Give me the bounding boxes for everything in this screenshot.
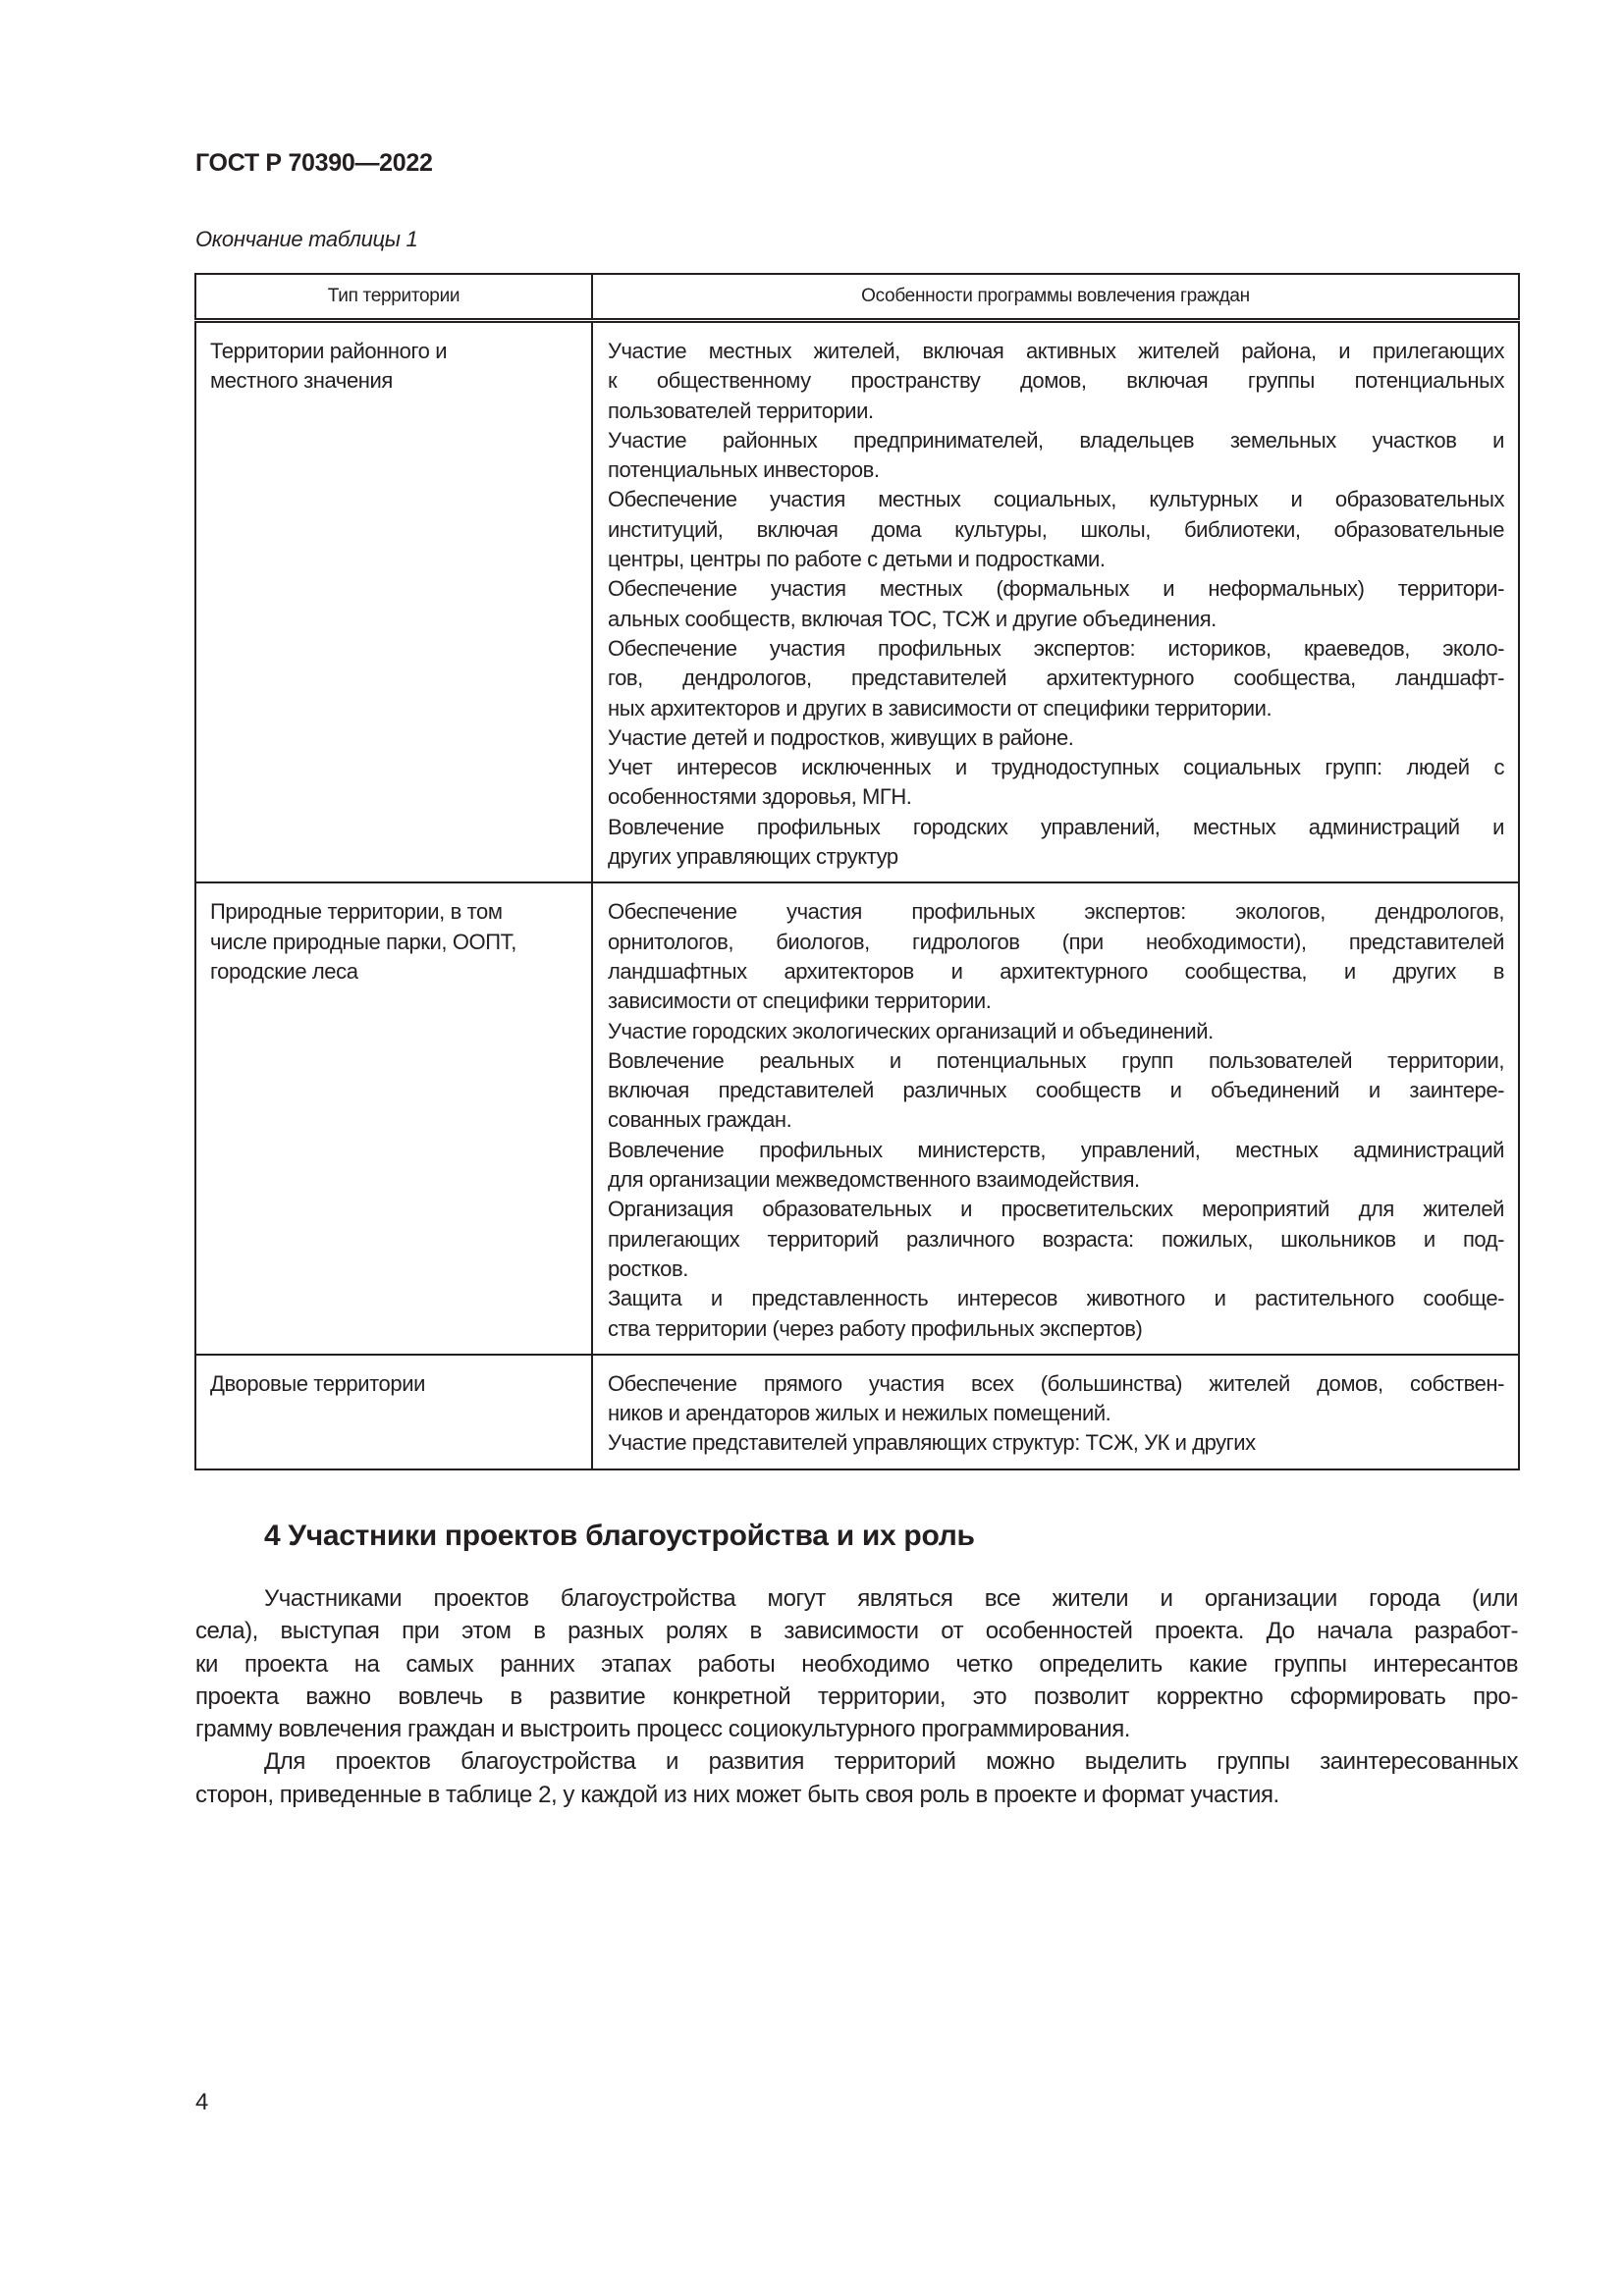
feature-line: ников и арендаторов жилых и нежилых помещений. bbox=[608, 1401, 1111, 1426]
territory-type-cell bbox=[195, 882, 592, 1354]
feature-item bbox=[608, 485, 1504, 574]
paragraph-line: села), выступая при этом в разных ролях в зависимости от особенностей проекта. До начала разработ- bbox=[195, 1618, 1518, 1645]
feature-line: орнитологов, биологов, гидрологов (при необходимости), представителей bbox=[608, 929, 1504, 954]
feature-line: Обеспечение участия местных социальных, культурных и образовательных bbox=[608, 487, 1504, 512]
paragraph bbox=[195, 1582, 1518, 1745]
feature-line: сованных граждан. bbox=[608, 1107, 792, 1133]
feature-line: для организации межведомственного взаимодействия. bbox=[608, 1167, 1140, 1193]
feature-item bbox=[608, 574, 1504, 634]
paragraph-line: грамму вовлечения граждан и выстроить процесс социокультурного программирования. bbox=[195, 1716, 1131, 1743]
program-features-cell bbox=[592, 882, 1519, 1354]
program-features-cell bbox=[592, 321, 1519, 883]
territory-type-line: Дворовые территории bbox=[210, 1370, 425, 1396]
document-id: ГОСТ Р 70390—2022 bbox=[195, 149, 433, 177]
feature-line: зависимости от специфики территории. bbox=[608, 988, 992, 1014]
feature-line: Участие местных жителей, включая активных жителей района, и прилегающих bbox=[608, 339, 1504, 363]
feature-line: Вовлечение профильных городских управлений, местных администраций и bbox=[608, 814, 1504, 839]
feature-line: Участие городских экологических организаций и объединений. bbox=[608, 1018, 1214, 1043]
feature-line: других управляющих структур bbox=[608, 844, 898, 870]
feature-item bbox=[608, 897, 1504, 1016]
territory-type-line: числе природные парки, ООПТ, bbox=[210, 929, 516, 954]
table-header-row bbox=[195, 274, 1519, 321]
feature-item bbox=[608, 337, 1504, 426]
feature-line: Вовлечение реальных и потенциальных групп пользователей территории, bbox=[608, 1047, 1504, 1073]
feature-line: институций, включая дома культуры, школы, библиотеки, образовательные bbox=[608, 516, 1504, 542]
feature-item bbox=[608, 813, 1504, 873]
feature-line: альных сообществ, включая ТОС, ТСЖ и другие объединения. bbox=[608, 606, 1217, 631]
feature-line: Участие детей и подростков, живущих в районе. bbox=[608, 724, 1074, 750]
feature-line: центры, центры по работе с детьми и подростками. bbox=[608, 547, 1106, 572]
feature-line: ростков. bbox=[608, 1255, 688, 1281]
program-features-cell bbox=[592, 1355, 1519, 1469]
paragraph-line: сторон, приведенные в таблице 2, у каждой из них может быть своя роль в проекте и формат участия. bbox=[195, 1781, 1279, 1808]
territory-type-cell bbox=[195, 321, 592, 883]
feature-line: Организация образовательных и просветительских мероприятий для жителей bbox=[608, 1197, 1504, 1222]
territory-type-line: Территории районного и bbox=[210, 339, 448, 363]
feature-line: Вовлечение профильных министерств, управлений, местных администраций bbox=[608, 1137, 1504, 1162]
feature-line: гов, дендрологов, представителей архитектурного сообщества, ландшафт- bbox=[608, 666, 1504, 691]
feature-line: включая представителей различных сообществ и объединений и заинтере- bbox=[608, 1078, 1504, 1103]
paragraph-line: ки проекта на самых ранних этапах работы необходимо четко определить какие группы интересантов bbox=[195, 1650, 1518, 1678]
feature-item bbox=[608, 634, 1504, 723]
section-body bbox=[195, 1582, 1518, 1811]
feature-line: Учет интересов исключенных и труднодоступных социальных групп: людей с bbox=[608, 755, 1504, 780]
feature-item bbox=[608, 1284, 1504, 1344]
paragraph-line: проекта важно вовлечь в развитие конкретной территории, это позволит корректно сформировать про- bbox=[195, 1682, 1518, 1710]
feature-item bbox=[608, 1195, 1504, 1284]
territory-table bbox=[194, 273, 1520, 1470]
feature-line: ных архитекторов и других в зависимости от специфики территории. bbox=[608, 695, 1272, 721]
feature-line: пользователей территории. bbox=[608, 398, 874, 423]
feature-line: Участие районных предпринимателей, владельцев земельных участков и bbox=[608, 427, 1504, 453]
feature-item bbox=[608, 1428, 1504, 1458]
page-number: 4 bbox=[195, 2089, 209, 2115]
table-caption: Окончание таблицы 1 bbox=[195, 227, 418, 251]
feature-line: Защита и представленность интересов животного и растительного сообще- bbox=[608, 1286, 1504, 1311]
feature-line: к общественному пространству домов, включая группы потенциальных bbox=[608, 368, 1504, 394]
feature-line: особенностями здоровья, МГН. bbox=[608, 784, 912, 810]
table-row bbox=[195, 1355, 1519, 1469]
feature-item bbox=[608, 1136, 1504, 1196]
territory-type-line: городские леса bbox=[210, 958, 358, 984]
territory-type-line: Природные территории, в том bbox=[210, 899, 503, 925]
table-row bbox=[195, 882, 1519, 1354]
feature-line: ства территории (через работу профильных экспертов) bbox=[608, 1315, 1143, 1341]
feature-line: Участие представителей управляющих структур: ТСЖ, УК и других bbox=[608, 1430, 1256, 1456]
column-header-program-features: Особенности программы вовлечения граждан bbox=[592, 274, 1519, 321]
feature-line: ландшафтных архитекторов и архитектурного сообщества, и других в bbox=[608, 958, 1504, 984]
paragraph bbox=[195, 1745, 1518, 1811]
feature-item bbox=[608, 1046, 1504, 1136]
feature-item bbox=[608, 753, 1504, 813]
feature-item bbox=[608, 426, 1504, 486]
territory-type-line: местного значения bbox=[210, 368, 393, 394]
feature-line: потенциальных инвесторов. bbox=[608, 457, 880, 483]
paragraph-line: Для проектов благоустройства и развития территорий можно выделить группы заинтересованных bbox=[264, 1748, 1518, 1776]
feature-item bbox=[608, 723, 1504, 753]
feature-item bbox=[608, 1369, 1504, 1429]
feature-line: Обеспечение прямого участия всех (большинства) жителей домов, собствен- bbox=[608, 1370, 1504, 1396]
feature-line: Обеспечение участия профильных экспертов: экологов, дендрологов, bbox=[608, 899, 1504, 925]
feature-line: прилегающих территорий различного возраста: пожилых, школьников и под- bbox=[608, 1226, 1504, 1252]
section-heading: 4 Участники проектов благоустройства и их роль bbox=[264, 1520, 975, 1552]
feature-item bbox=[608, 1017, 1504, 1046]
table-body bbox=[195, 321, 1519, 1469]
feature-line: Обеспечение участия местных (формальных и неформальных) территори- bbox=[608, 576, 1504, 602]
territory-type-cell bbox=[195, 1355, 592, 1469]
column-header-territory-type: Тип территории bbox=[195, 274, 592, 321]
paragraph-line: Участниками проектов благоустройства могут являться все жители и организации города (или bbox=[264, 1585, 1518, 1612]
feature-line: Обеспечение участия профильных экспертов: историков, краеведов, эколо- bbox=[608, 635, 1504, 661]
table-row bbox=[195, 321, 1519, 883]
